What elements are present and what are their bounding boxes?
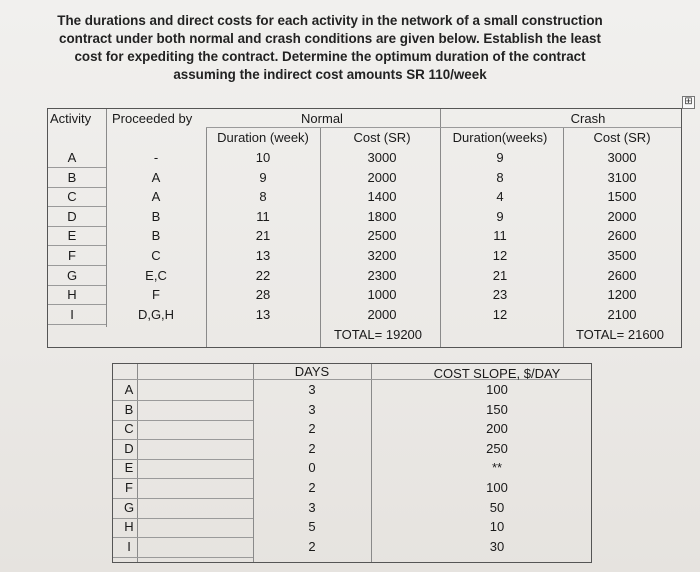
header-activity: Activity <box>50 111 92 126</box>
cell-proceeded-by: A <box>151 189 161 205</box>
total-normal-cost: TOTAL= 19200 <box>333 327 423 342</box>
column-divider <box>137 364 138 562</box>
row-divider <box>48 167 106 168</box>
column-divider <box>253 364 254 562</box>
row-divider <box>113 478 253 479</box>
cell-slope: 100 <box>486 480 508 495</box>
header-crash-duration: Duration(weeks) <box>452 130 548 145</box>
cell-proceeded-by: E,C <box>145 267 167 283</box>
cell-slope: 150 <box>486 401 508 417</box>
column-divider <box>206 127 207 347</box>
cell-crash-cost: 1200 <box>607 287 637 303</box>
row-divider <box>113 518 253 519</box>
cell-proceeded-by: F <box>152 287 160 303</box>
cell-activity: H <box>124 519 134 535</box>
problem-line: The durations and direct costs for each activity in the network of a small construction <box>57 13 603 28</box>
cell-days: 2 <box>308 440 316 456</box>
header-crash-cost: Cost (SR) <box>593 130 651 145</box>
cell-activity: I <box>70 306 74 322</box>
cell-proceeded-by: A <box>151 169 161 185</box>
column-divider <box>320 127 321 347</box>
row-divider <box>48 226 106 227</box>
cell-days: 3 <box>308 401 316 417</box>
cell-normal-duration: 13 <box>255 248 271 263</box>
cell-crash-cost: 3500 <box>607 248 637 263</box>
cell-crash-cost: 3100 <box>607 169 637 185</box>
header-normal-duration: Duration (week) <box>217 130 309 145</box>
cell-normal-duration: 21 <box>255 228 271 244</box>
cell-days: 3 <box>308 499 316 515</box>
cell-slope: 100 <box>486 382 508 397</box>
cell-normal-duration: 8 <box>259 189 267 205</box>
cell-activity: C <box>124 421 134 437</box>
cell-normal-cost: 1000 <box>367 287 397 303</box>
cell-activity: A <box>124 382 134 397</box>
cell-activity: A <box>67 150 77 165</box>
column-divider <box>371 364 372 562</box>
cell-activity: F <box>125 480 133 495</box>
cell-days: 0 <box>308 460 316 476</box>
cell-slope: 10 <box>489 519 505 535</box>
header-divider <box>206 127 681 128</box>
row-divider <box>48 206 106 207</box>
cell-activity: B <box>67 169 77 185</box>
cell-activity: E <box>124 460 134 476</box>
cell-slope: 30 <box>489 538 505 554</box>
total-crash-cost: TOTAL= 21600 <box>575 327 665 342</box>
row-divider <box>48 285 106 286</box>
cost-slope-table <box>112 363 592 563</box>
cell-crash-duration: 4 <box>496 189 504 205</box>
cell-normal-cost: 2500 <box>367 228 397 244</box>
cell-crash-cost: 1500 <box>607 189 637 205</box>
cell-activity: H <box>67 287 77 303</box>
column-divider <box>440 109 441 347</box>
row-divider <box>48 245 106 246</box>
cell-activity: B <box>124 401 134 417</box>
cell-crash-cost: 2100 <box>607 306 637 322</box>
row-divider <box>113 459 253 460</box>
cell-crash-duration: 11 <box>493 228 507 244</box>
cell-slope: 250 <box>486 440 508 456</box>
cell-normal-duration: 13 <box>255 306 271 322</box>
activity-cost-table <box>47 108 682 348</box>
cell-normal-duration: 28 <box>255 287 271 303</box>
cell-proceeded-by: B <box>151 228 161 244</box>
cell-crash-cost: 2000 <box>607 208 637 224</box>
cell-crash-cost: 3000 <box>607 150 637 165</box>
row-divider <box>113 557 253 558</box>
cell-normal-cost: 1400 <box>367 189 397 205</box>
row-divider <box>48 324 106 325</box>
problem-statement <box>30 12 630 84</box>
cell-proceeded-by: B <box>151 208 161 224</box>
cell-crash-duration: 12 <box>492 306 508 322</box>
header-proceeded-by: Proceeded by <box>112 111 193 126</box>
cell-proceeded-by: - <box>153 150 159 165</box>
row-divider <box>48 187 106 188</box>
cell-normal-cost: 3000 <box>367 150 397 165</box>
cell-activity: G <box>66 267 78 283</box>
cell-slope: ** <box>491 460 503 476</box>
cell-normal-cost: 2000 <box>367 169 397 185</box>
cell-days: 2 <box>308 421 316 437</box>
cell-slope: 50 <box>489 499 505 515</box>
cell-activity: G <box>123 499 135 515</box>
problem-line: assuming the indirect cost amounts SR 110/week <box>173 67 487 82</box>
cell-crash-duration: 9 <box>496 150 504 165</box>
row-divider <box>113 537 253 538</box>
cell-crash-duration: 12 <box>492 248 508 263</box>
cell-normal-cost: 2300 <box>367 267 397 283</box>
cell-crash-cost: 2600 <box>607 267 637 283</box>
cell-activity: E <box>67 228 77 244</box>
cell-normal-cost: 3200 <box>367 248 397 263</box>
header-normal: Normal <box>301 111 343 126</box>
cell-normal-cost: 2000 <box>367 306 397 322</box>
header-normal-cost: Cost (SR) <box>353 130 411 145</box>
row-divider <box>48 265 106 266</box>
cell-normal-duration: 11 <box>256 208 270 224</box>
row-divider <box>113 400 253 401</box>
column-divider <box>563 127 564 347</box>
cell-crash-duration: 21 <box>492 267 508 283</box>
cell-crash-cost: 2600 <box>607 228 637 244</box>
problem-line: contract under both normal and crash conditions are given below. Establish the least <box>59 31 601 46</box>
cell-normal-cost: 1800 <box>367 208 397 224</box>
table-expand-icon[interactable]: ⊞ <box>682 96 695 109</box>
cell-proceeded-by: D,G,H <box>137 306 175 322</box>
cell-crash-duration: 23 <box>492 287 508 303</box>
cell-crash-duration: 9 <box>496 208 504 224</box>
column-divider <box>106 109 107 327</box>
header-days: DAYS <box>294 364 330 379</box>
row-divider <box>48 304 106 305</box>
cell-days: 3 <box>308 382 316 397</box>
cell-activity: D <box>124 440 134 456</box>
cell-days: 2 <box>308 480 316 495</box>
header-crash: Crash <box>570 111 606 126</box>
cell-activity: C <box>67 189 77 205</box>
cell-activity: F <box>68 248 76 263</box>
cell-proceeded-by: C <box>151 248 161 263</box>
cell-normal-duration: 9 <box>259 169 267 185</box>
row-divider <box>113 420 253 421</box>
row-divider <box>113 439 253 440</box>
cell-normal-duration: 22 <box>255 267 271 283</box>
problem-line: cost for expediting the contract. Determine the optimum duration of the contract <box>74 49 586 64</box>
cell-normal-duration: 10 <box>255 150 271 165</box>
header-cost-slope: COST SLOPE, $/DAY <box>433 366 561 381</box>
cell-crash-duration: 8 <box>496 169 504 185</box>
cell-activity: D <box>67 208 77 224</box>
cell-days: 2 <box>308 538 316 554</box>
cell-activity: I <box>127 538 131 554</box>
cell-days: 5 <box>308 519 316 535</box>
cell-slope: 200 <box>486 421 508 437</box>
